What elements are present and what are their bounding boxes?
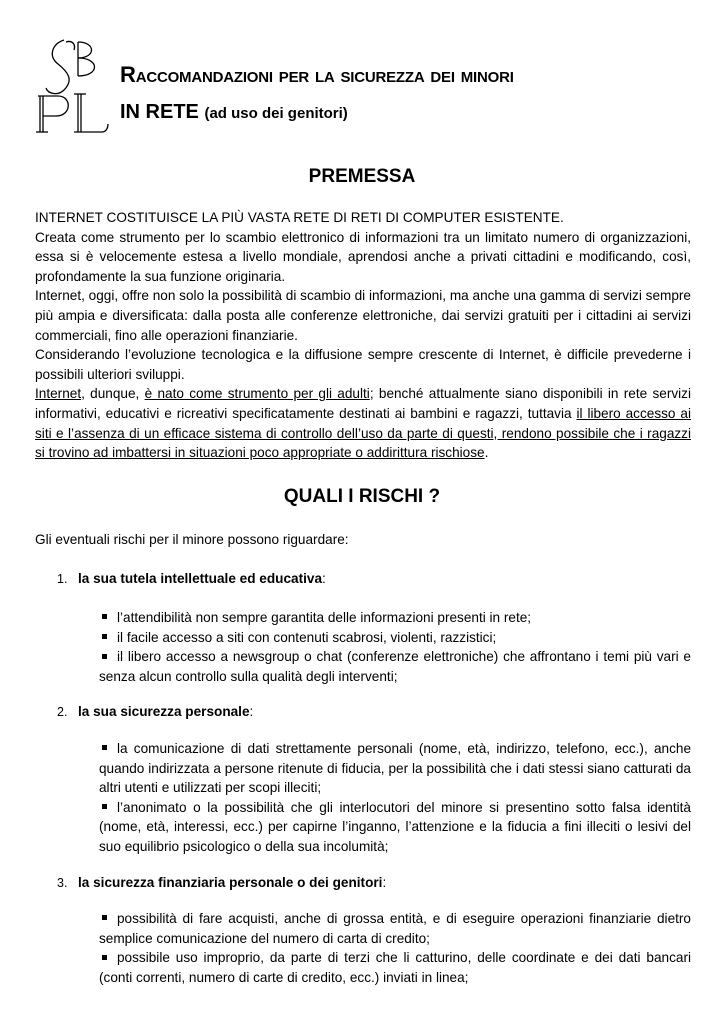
- list-item: il libero accesso a newsgroup o chat (conferenze elettroniche) che affrontano i temi più vari e senza alcun controllo sulla qualità degli interventi;: [99, 649, 691, 684]
- risk-category-2-bullets: [99, 739, 691, 857]
- premessa-paragraph-1: INTERNET COSTITUISCE LA PIÙ VASTA RETE DI RETI DI COMPUTER ESISTENTE.: [35, 210, 564, 225]
- text-period: .: [484, 445, 489, 461]
- category-title: la sua sicurezza personale: [78, 704, 250, 719]
- category-suffix: :: [382, 875, 387, 890]
- risk-category-1: [57, 569, 697, 590]
- square-bullet-icon: [102, 614, 107, 619]
- premessa-paragraph-4: Considerando l’evoluzione tecnologica e la diffusione sempre crescente di Internet, è difficile prevederne i possibili ulteriori sviluppi.: [35, 347, 691, 382]
- title-line-2: [120, 98, 700, 128]
- category-number: 3.: [57, 876, 68, 890]
- text-benche: ; benché attualmente siano disponibili in rete servizi informativi, educativi e ricreativi specificatamente destinati ai bambini e ragazzi, tuttavia: [35, 386, 691, 421]
- premessa-paragraph-2: Creata come strumento per lo scambio elettronico di informazioni tra un limitato numero di organizzazioni, essa si è velocemente estesa a livello mondiale, aprendosi anche a privati cittadini e modificando, così, profondamente la sua funzione originaria.: [35, 229, 691, 284]
- list-item: possibilità di fare acquisti, anche di grossa entità, e di eseguire operazioni finanziarie dietro semplice comunicazione del numero di carta di credito;: [99, 911, 691, 946]
- list-item: il facile accesso a siti con contenuti scabrosi, violenti, razzistici;: [99, 628, 691, 648]
- category-number: 1.: [57, 572, 68, 586]
- title-line-1: Raccomandazioni per la sicurezza dei minori: [120, 62, 514, 87]
- title-in-rete: IN RETE: [120, 101, 199, 123]
- square-bullet-icon: [102, 804, 107, 809]
- premessa-paragraph-5: [35, 384, 691, 462]
- category-title: la sua tutela intellettuale ed educativa: [78, 571, 323, 586]
- heading-premessa: PREMESSA: [308, 166, 416, 187]
- underlined-internet: Internet: [35, 386, 82, 402]
- category-suffix: :: [322, 571, 326, 586]
- list-item: possibile uso improprio, da parte di terzi che li catturino, delle coordinate e dei dati bancari (conti correnti, numero di carte di credito, ecc.) inviati in linea;: [99, 950, 691, 985]
- square-bullet-icon: [102, 634, 107, 639]
- list-item: l’attendibilità non sempre garantita delle informazioni presenti in rete;: [99, 608, 691, 628]
- premessa-paragraph-3: Internet, oggi, offre non solo la possibilità di scambio di informazioni, ma anche una gamma di servizi sempre più ampia e diversificata: dalla posta alle conferenze elettroniche, dai servizi gratuiti per i cittadini ai servizi commerciali, fino alle operazioni finanziarie.: [35, 288, 691, 343]
- risk-category-3-bullets: [99, 909, 691, 987]
- list-item: l’anonimato o la possibilità che gli interlocutori del minore si presentino sotto falsa identità (nome, età, interessi, ecc.) per capirne l’inganno, l’attenzione e la fiducia a fini illeciti o lesivi del suo equilibrio psicologico o della sua incolumità;: [99, 799, 691, 854]
- underlined-nato-adulti: è nato come strumento per gli adulti: [144, 386, 370, 402]
- square-bullet-icon: [102, 745, 107, 750]
- text-dunque: , dunque,: [81, 386, 145, 402]
- premessa-body: [35, 208, 691, 463]
- category-title: la sicurezza finanziaria personale o dei genitori: [78, 875, 383, 890]
- square-bullet-icon: [102, 654, 107, 659]
- spl-monogram-logo: [34, 36, 110, 134]
- title-subtitle: (ad uso dei genitori): [204, 105, 348, 122]
- heading-quali-rischi: QUALI I RISCHI ?: [283, 486, 441, 507]
- risk-category-1-bullets: [99, 608, 691, 686]
- rischi-intro: Gli eventuali rischi per il minore possono riguardare:: [35, 532, 349, 547]
- square-bullet-icon: [102, 955, 107, 960]
- square-bullet-icon: [102, 915, 107, 920]
- risk-category-3: [57, 873, 697, 894]
- risk-category-2: [57, 702, 697, 723]
- list-item: la comunicazione di dati strettamente personali (nome, età, indirizzo, telefono, ecc.), anche quando indirizzata a persone ritenute di fiducia, per la possibilità che i dati stessi siano catturati da altri utenti e utilizzati per scopi illeciti;: [99, 741, 691, 796]
- category-number: 2.: [57, 705, 68, 719]
- document-title: [120, 62, 700, 128]
- category-suffix: :: [249, 704, 254, 719]
- underlined-libero-accesso: il libero accesso ai siti e l’assenza di un efficace sistema di controllo dell’uso da parte di questi, rendono possibile che i ragazzi si trovino ad imbattersi in situazioni poco appropriate o addirittura rischiose: [35, 405, 691, 461]
